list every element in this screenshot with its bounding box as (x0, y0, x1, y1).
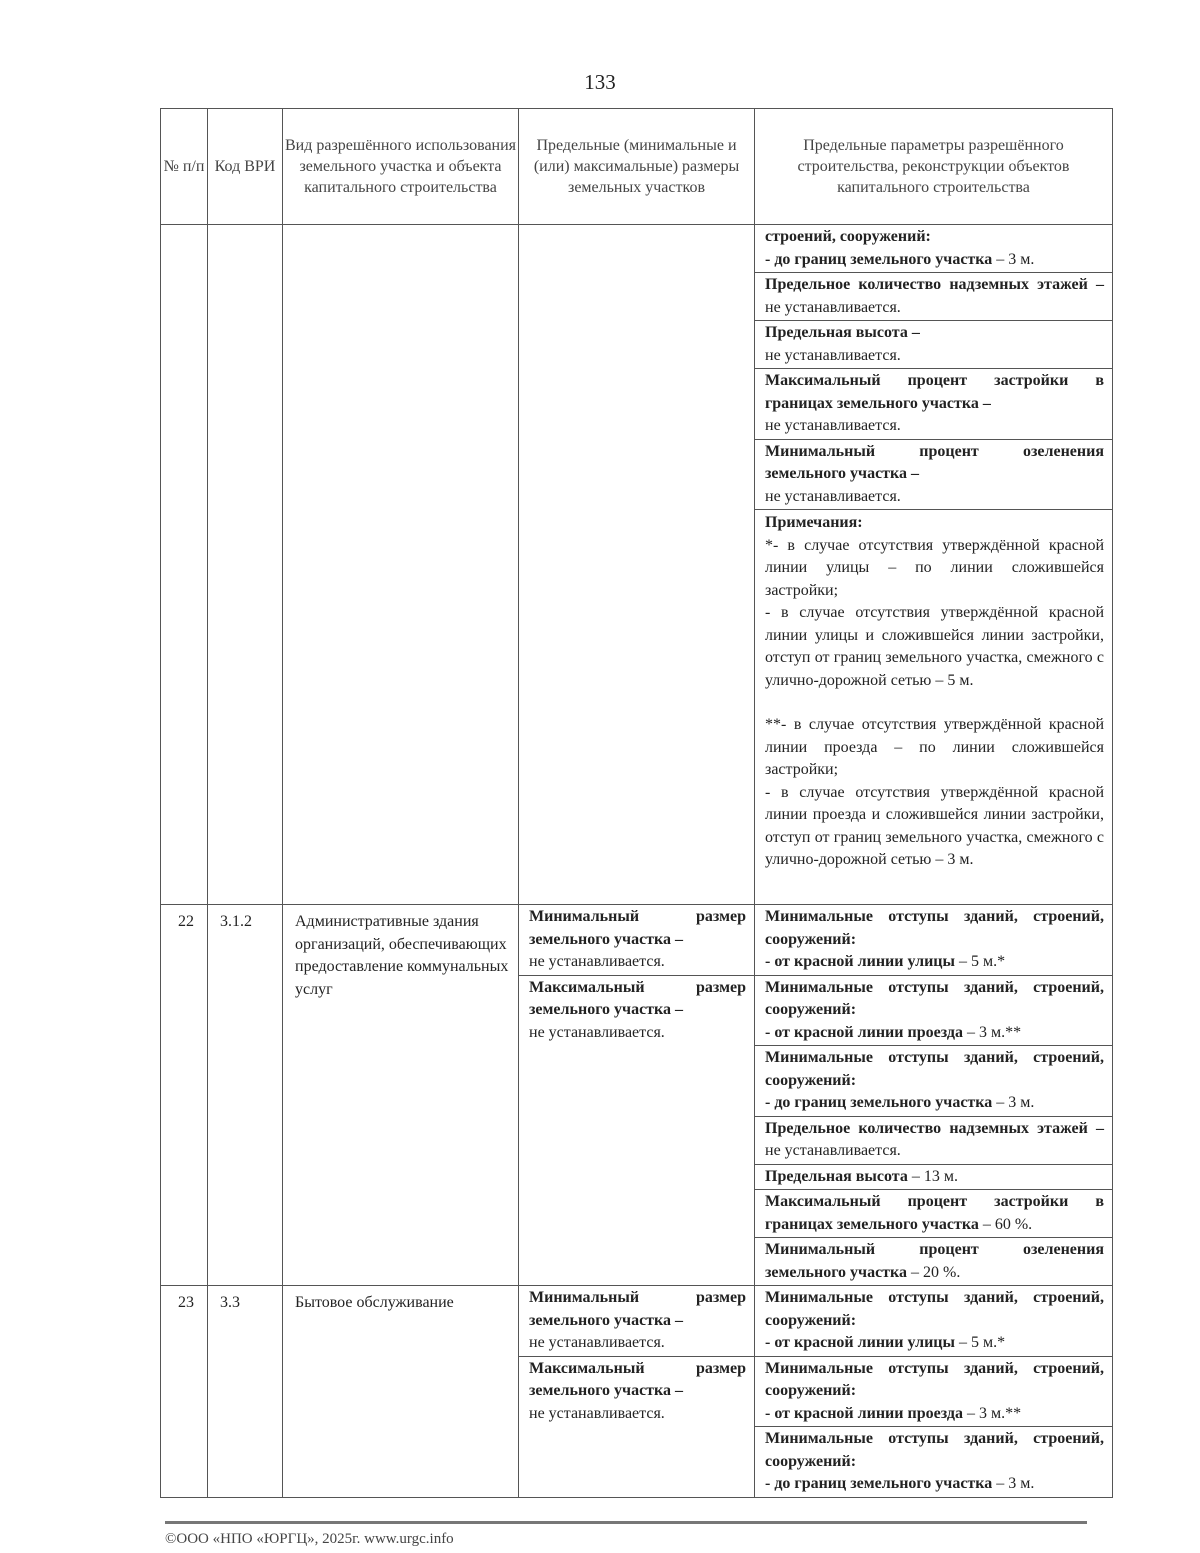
header-number: № п/п (161, 109, 208, 225)
param-label: Максимальный процент застройки в границах земельного участка (765, 1193, 1104, 1233)
row-number-text: 22 (178, 913, 194, 930)
param-item (755, 1190, 1112, 1238)
size-item (519, 1356, 754, 1426)
header-use-type: Вид разрешённого использования земельного участка и объекта капитального строительства (283, 109, 519, 225)
param-item (755, 1164, 1112, 1190)
param-item (755, 1116, 1112, 1164)
param-value: не устанавливается. (765, 487, 901, 505)
footer-divider (165, 1521, 1087, 1524)
param-value: – 3 м. (992, 1094, 1035, 1111)
row-number (161, 905, 208, 1286)
param-item (755, 321, 1112, 369)
param-item (755, 1046, 1112, 1117)
param-item (755, 439, 1112, 509)
param-item (755, 1427, 1112, 1497)
row-use-type (283, 905, 519, 1286)
param-value: не устанавливается. (765, 346, 901, 364)
row-code-text: 3.3 (220, 1294, 240, 1311)
param-label: Минимальные отступы зданий, строений, сооружений: - от красной линии проезда (765, 978, 1104, 1041)
param-label: Минимальный процент озеленения земельного участка (765, 1241, 1104, 1281)
row-code (208, 1286, 283, 1498)
param-item (755, 1356, 1112, 1427)
param-value: – 13 м. (907, 1167, 958, 1185)
param-item (755, 369, 1112, 440)
param-value: – 5 м.* (955, 1334, 1006, 1351)
param-value: – 20 %. (907, 1263, 961, 1281)
note-item (765, 692, 1104, 714)
param-value: не устанавливается. (529, 1404, 665, 1422)
header-construction-params: Предельные параметры разрешённого строительства, реконструкции объектов капитального строительства (755, 109, 1113, 225)
param-value: не устанавливается. (529, 1334, 665, 1351)
param-label: Минимальные отступы зданий, строений, сооружений: - до границ земельного участка (765, 1049, 1104, 1111)
size-item (519, 1286, 754, 1356)
param-label: Минимальный размер земельного участка – (529, 1289, 746, 1329)
page-number: 133 (584, 70, 616, 94)
table-row (161, 1286, 1113, 1498)
param-value: не устанавливается. (765, 298, 901, 316)
row-number-text: 23 (178, 1294, 194, 1311)
size-item (519, 905, 754, 975)
param-item (755, 273, 1112, 321)
row-use-type-text: Бытовое обслуживание (295, 1294, 454, 1311)
param-item (755, 1286, 1112, 1356)
param-label: строений, сооружений: - до границ земельного участка (765, 228, 993, 268)
param-value: не устанавливается. (529, 953, 665, 970)
header-plot-sizes: Предельные (минимальные и (или) максимальные) размеры земельных участков (519, 109, 755, 225)
row-construction-params (755, 1286, 1113, 1498)
param-item (755, 905, 1112, 975)
row-code-text: 3.1.2 (220, 913, 252, 930)
note-item: **- в случае отсутствия утверждённой красной линии проезда – по линии сложившейся застройки; (765, 716, 1104, 778)
param-label: Минимальные отступы зданий, строений, сооружений: - от красной линии улицы (765, 1289, 1104, 1351)
note-item: *- в случае отсутствия утверждённой красной линии улицы – по линии сложившейся застройки; (765, 536, 1104, 599)
param-value: не устанавливается. (765, 417, 901, 434)
param-label: Минимальный процент озеленения земельного участка – (765, 442, 1104, 482)
row-code (208, 905, 283, 1286)
param-item (755, 225, 1112, 273)
note-item: - в случае отсутствия утверждённой красной линии улицы и сложившейся линии застройки, отступ от границ земельного участка, смежного с улично-дорожной сетью – 5 м. (765, 604, 1104, 689)
param-item (755, 1238, 1112, 1286)
param-value: – 3 м.** (962, 1023, 1022, 1041)
size-item (519, 975, 754, 1045)
note-item: - в случае отсутствия утверждённой красной линии проезда и сложившейся линии застройки, отступ от границ земельного участка, смежного с улично-дорожной сетью – 3 м. (765, 783, 1104, 868)
param-label: Предельное количество надземных этажей – (765, 276, 1104, 293)
param-value: – 3 м. (992, 250, 1035, 268)
header-code: Код ВРИ (208, 109, 283, 225)
table-header-row (161, 109, 1113, 225)
param-label: Предельная высота (765, 1167, 908, 1185)
table-row (161, 905, 1113, 1286)
row-use-type (283, 1286, 519, 1498)
param-label: Минимальный размер земельного участка – (529, 908, 746, 948)
param-label: Предельная высота – (765, 324, 920, 341)
param-value: – 3 м. (992, 1475, 1035, 1492)
param-label: Минимальные отступы зданий, строений, сооружений: - от красной линии улицы (765, 908, 1104, 970)
param-label: Максимальный процент застройки в границах земельного участка – (765, 372, 1104, 412)
param-value: – 5 м.* (955, 953, 1006, 970)
table-row-continued (161, 225, 1113, 905)
zoning-table (160, 108, 1113, 1498)
continued-params-cell (755, 225, 1113, 905)
param-label: Предельное количество надземных этажей – (765, 1119, 1104, 1137)
row-plot-sizes (519, 905, 755, 1286)
row-number (161, 1286, 208, 1498)
param-label: Минимальные отступы зданий, строений, сооружений: - до границ земельного участка (765, 1430, 1104, 1492)
row-construction-params (755, 905, 1113, 1286)
notes-title: Примечания: (765, 514, 863, 531)
param-value: – 3 м.** (962, 1404, 1022, 1422)
param-label: Максимальный размер земельного участка – (529, 1359, 746, 1399)
row-plot-sizes (519, 1286, 755, 1498)
param-value: – 60 %. (978, 1215, 1033, 1233)
param-value: не устанавливается. (529, 1023, 665, 1041)
footer-copyright: ©ООО «НПО «ЮРГЦ», 2025г. www.urgc.info (165, 1531, 454, 1547)
param-item (755, 975, 1112, 1046)
param-label: Минимальные отступы зданий, строений, сооружений: - от красной линии проезда (765, 1359, 1104, 1422)
row-use-type-text: Административные здания организаций, обеспечивающих предоставление коммунальных услуг (295, 913, 509, 998)
param-value: не устанавливается. (765, 1142, 901, 1159)
param-label: Максимальный размер земельного участка – (529, 978, 746, 1018)
